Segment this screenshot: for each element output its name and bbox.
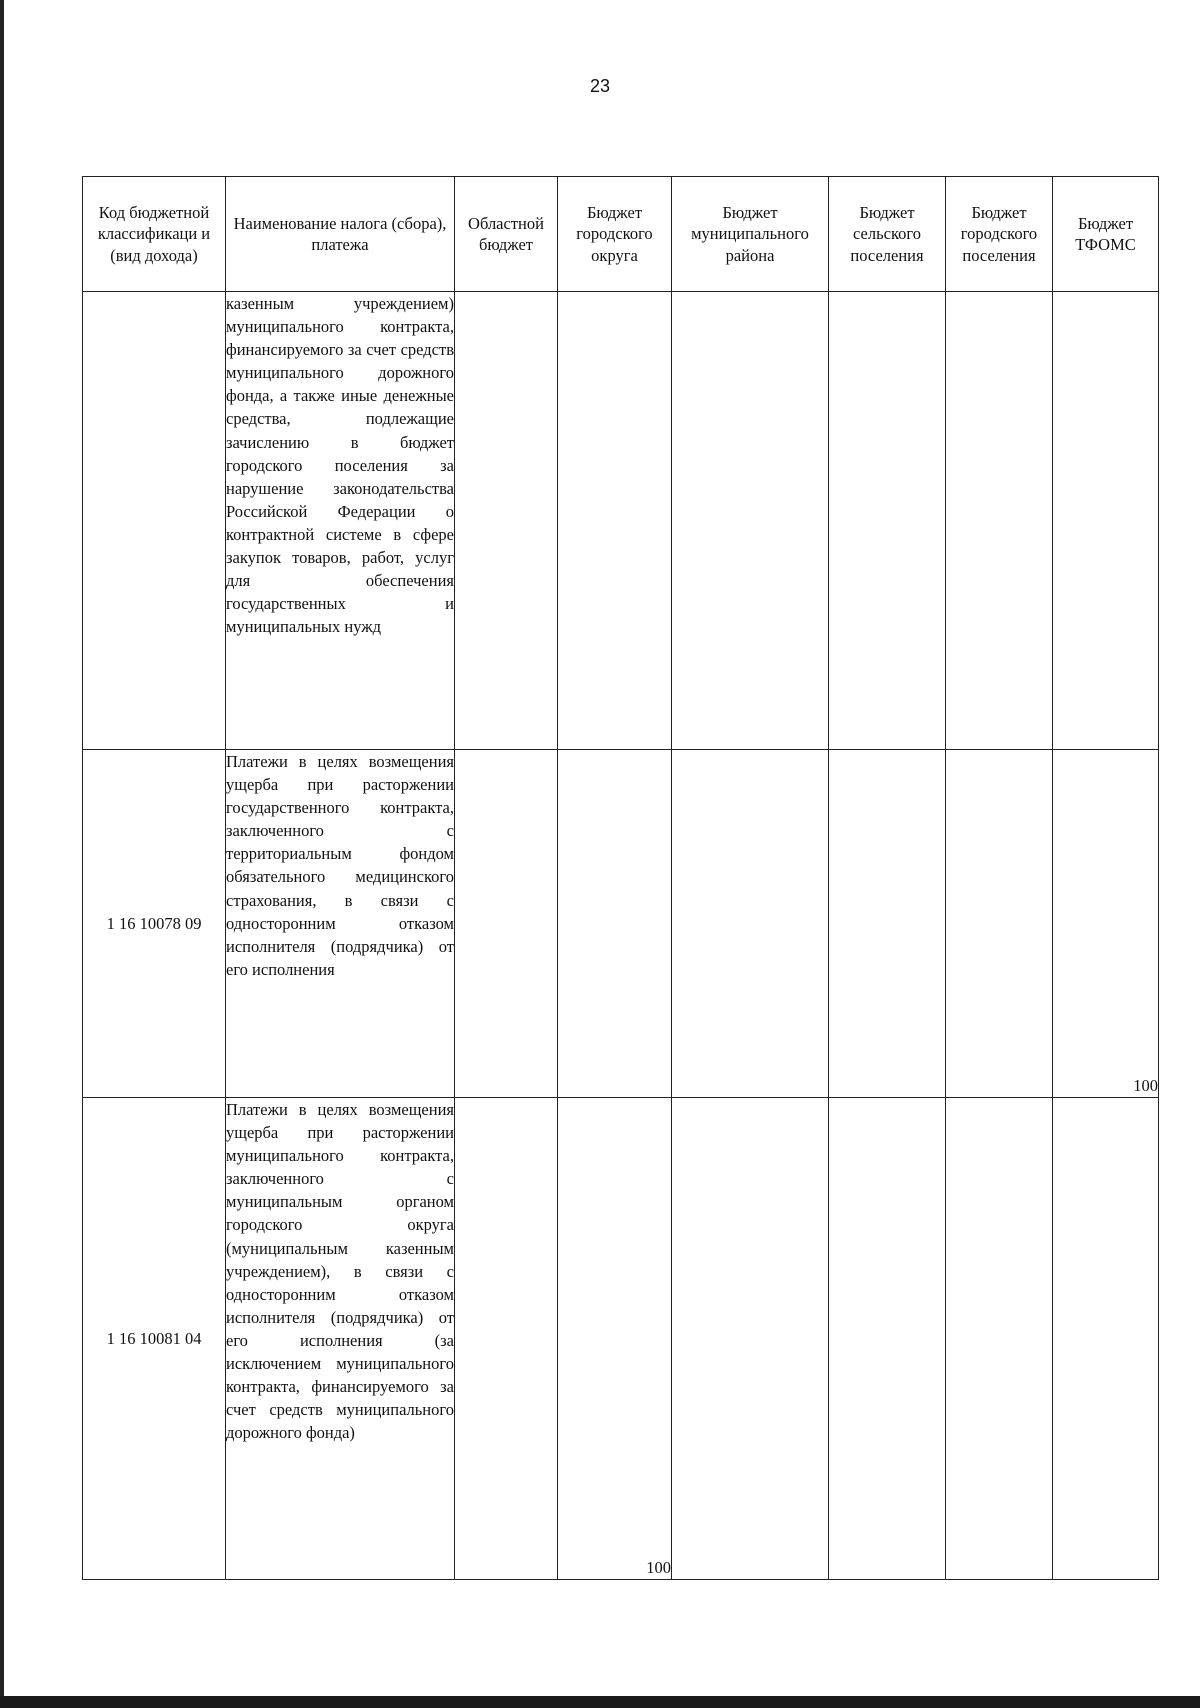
- cell-tfoms: 100: [1053, 750, 1159, 1098]
- header-mun-rayon: Бюджет муниципального района: [672, 177, 829, 292]
- header-name: Наименование налога (сбора), платежа: [226, 177, 455, 292]
- row-code: 1 16 10078 09: [83, 750, 226, 1098]
- cell-city-okrug: [558, 292, 672, 750]
- row-code: [83, 292, 226, 750]
- cell-gor-pos: [946, 1098, 1053, 1580]
- cell-tfoms: [1053, 292, 1159, 750]
- row-name-text: казенным учреждением) муниципального контракта, финансируемого за счет средств муниципального дорожного фонда, а также иные денежные средства, подлежащие зачислению в бюджет городского поселения за нарушение законодательства Российской Федерации о контрактной системе в сфере закупок товаров, работ, услуг для обеспечения государственных и муниципальных нужд: [226, 294, 454, 637]
- header-tfoms: Бюджет ТФОМС: [1053, 177, 1159, 292]
- table-header-row: [83, 177, 1159, 292]
- header-city-okrug: Бюджет городского округа: [558, 177, 672, 292]
- page-number: 23: [589, 76, 611, 96]
- header-oblast: Областной бюджет: [455, 177, 558, 292]
- cell-selsk: [829, 750, 946, 1098]
- row-name: [226, 292, 455, 750]
- cell-oblast: [455, 292, 558, 750]
- row-name-text: Платежи в целях возмещения ущерба при расторжении государственного контракта, заключенного с территориальным фондом обязательного медицинского страхования, в связи с односторонним отказом исполнителя (подрядчика) от его исполнения: [226, 752, 454, 979]
- cell-mun-rayon: [672, 750, 829, 1098]
- cell-mun-rayon: [672, 292, 829, 750]
- header-code: Код бюджетной классификаци и (вид дохода): [83, 177, 226, 292]
- header-selsk: Бюджет сельского поселения: [829, 177, 946, 292]
- cell-gor-pos: [946, 750, 1053, 1098]
- cell-oblast: [455, 750, 558, 1098]
- cell-city-okrug: 100: [558, 1098, 672, 1580]
- header-gor-pos: Бюджет городского поселения: [946, 177, 1053, 292]
- cell-gor-pos: [946, 292, 1053, 750]
- budget-revenue-table: [82, 176, 1159, 1580]
- row-code: 1 16 10081 04: [83, 1098, 226, 1580]
- table-row: [83, 292, 1159, 750]
- table-row: [83, 750, 1159, 1098]
- table-row: [83, 1098, 1159, 1580]
- row-name: [226, 750, 455, 1098]
- row-name: [226, 1098, 455, 1580]
- scan-bottom-edge: [0, 1696, 1200, 1708]
- cell-selsk: [829, 1098, 946, 1580]
- cell-selsk: [829, 292, 946, 750]
- scan-left-edge: [0, 0, 4, 1708]
- cell-city-okrug: [558, 750, 672, 1098]
- cell-tfoms: [1053, 1098, 1159, 1580]
- cell-mun-rayon: [672, 1098, 829, 1580]
- row-name-text: Платежи в целях возмещения ущерба при расторжении муниципального контракта, заключенного с муниципальным органом городского округа (муниципальным казенным учреждением), в связи с односторонним отказом исполнителя (подрядчика) от его исполнения (за исключением муниципального контракта, финансируемого за счет средств муниципального дорожного фонда): [226, 1100, 454, 1443]
- cell-oblast: [455, 1098, 558, 1580]
